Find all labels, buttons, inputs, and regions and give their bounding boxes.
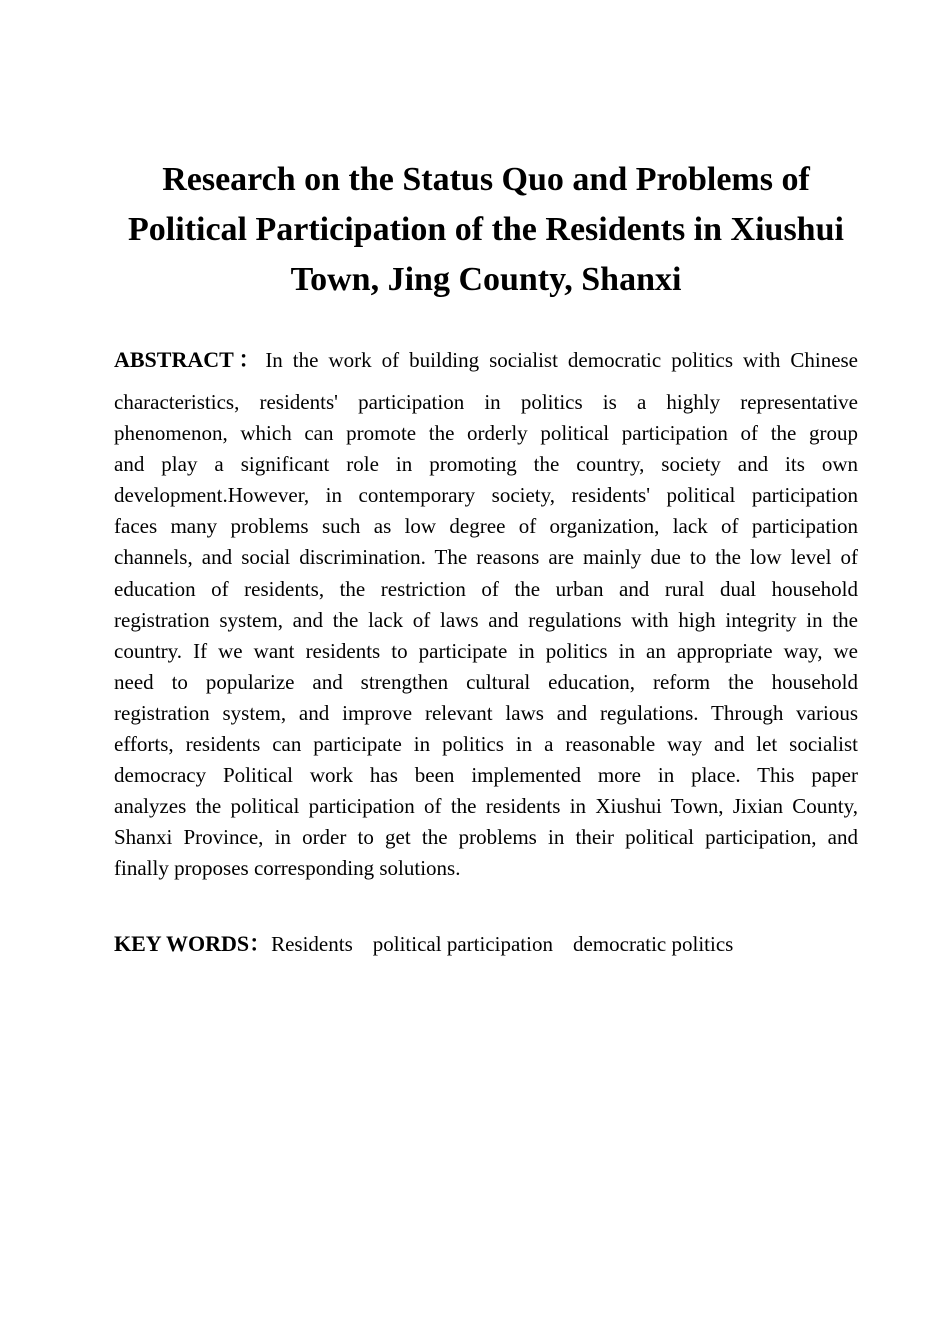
keyword: political participation [372,932,553,956]
title-line: Town, Jing County, Shanxi [290,261,682,298]
abstract-line: registration system, and improve relevant laws and regulations. Through various [114,700,858,725]
abstract-line: faces many problems such as low degree of organization, lack of participation [114,514,858,539]
abstract-line: democracy Political work has been implemented more in place. This paper [114,763,858,788]
abstract-heading-line [114,344,858,376]
title-line: Research on the Status Quo and Problems of [162,161,810,198]
abstract-first-line: In the work of building socialist democratic politics with Chinese [265,348,859,372]
abstract-line: efforts, residents can participate in politics in a reasonable way and let socialist [114,732,858,757]
abstract-line: Shanxi Province, in order to get the problems in their political participation, and [114,825,858,850]
abstract-line: channels, and social discrimination. The reasons are mainly due to the low level of [114,545,858,570]
abstract-label: ABSTRACT： [114,347,266,372]
paper-title [100,155,872,305]
keyword: Residents [271,932,353,956]
abstract-line: finally proposes corresponding solutions. [114,856,461,881]
abstract-line: education of residents, the restriction of the urban and rural dual household [114,576,858,601]
abstract-body [114,387,858,885]
keywords-line [114,928,858,960]
abstract-line: development.However, in contemporary society, residents' political participation [114,483,858,508]
abstract-line: phenomenon, which can promote the orderly political participation of the group [114,421,858,446]
keywords-label: KEY WORDS： [114,931,272,956]
abstract-line: registration system, and the lack of laws and regulations with high integrity in the [114,607,858,632]
keyword: democratic politics [572,932,734,956]
abstract-line: need to popularize and strengthen cultural education, reform the household [114,669,858,694]
abstract-line: and play a significant role in promoting the country, society and its own [114,452,858,477]
abstract-line: analyzes the political participation of the residents in Xiushui Town, Jixian County, [114,794,858,819]
abstract-line: characteristics, residents' participation in politics is a highly representative [114,390,858,414]
abstract-line: country. If we want residents to participate in politics in an appropriate way, we [114,638,858,663]
title-line: Political Participation of the Residents in Xiushui [128,211,844,248]
